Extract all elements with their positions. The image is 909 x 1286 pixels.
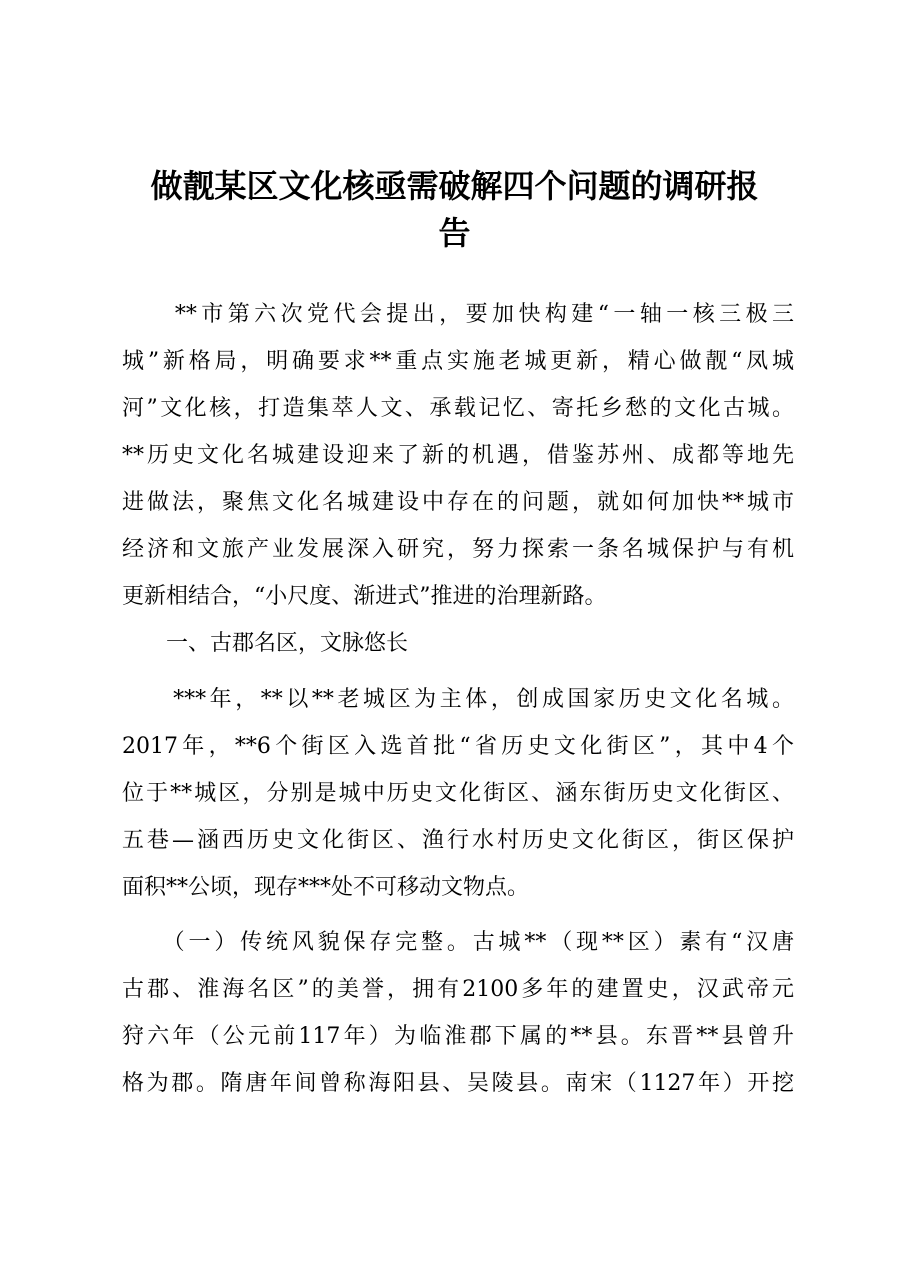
body-line-17: 格为郡。隋唐年间曾称海阳县、吴陵县。南宋（1127年）开挖 [122,1071,794,1096]
body-line-9: ***年，**以**老城区为主体，创成国家历史文化名城。 [122,687,794,712]
body-line-7: 更新相结合，“小尺度、渐进式”推进的治理新路。 [122,584,607,609]
body-line-14: （一）传统风貌保存完整。古城**（现**区）素有“汉唐 [122,930,794,955]
body-line-2: 城”新格局，明确要求**重点实施老城更新，精心做靓“凤城 [122,349,794,374]
body-line-12: 五巷—涵西历史文化街区、渔行水村历史文化街区，街区保护 [122,828,794,853]
body-line-13: 面积**公顷，现存***处不可移动文物点。 [122,875,530,900]
body-line-15: 古郡、淮海名区”的美誉，拥有2100多年的建置史，汉武帝元 [122,977,794,1002]
section-heading: 一、古郡名区，文脉悠长 [122,631,409,656]
body-line-6: 经济和文旅产业发展深入研究，努力探索一条名城保护与有机 [122,537,794,562]
body-line-3: 河”文化核，打造集萃人文、承载记忆、寄托乡愁的文化古城。 [122,396,794,421]
body-line-1: **市第六次党代会提出，要加快构建“一轴一核三极三 [122,302,794,327]
body-line-16: 狩六年（公元前117年）为临淮郡下属的**县。东晋**县曾升 [122,1024,794,1049]
body-line-4: **历史文化名城建设迎来了新的机遇，借鉴苏州、成都等地先 [122,443,794,468]
document-title-line-1: 做靓某区文化核亟需破解四个问题的调研报 [150,167,759,205]
document-title-line-2: 告 [438,214,471,252]
body-line-5: 进做法，聚焦文化名城建设中存在的问题，就如何加快**城市 [122,490,794,515]
body-line-11: 位于**城区，分别是城中历史文化街区、涵东街历史文化街区、 [122,781,794,806]
body-line-10: 2017年，**6个街区入选首批“省历史文化街区”，其中4个 [122,734,794,759]
